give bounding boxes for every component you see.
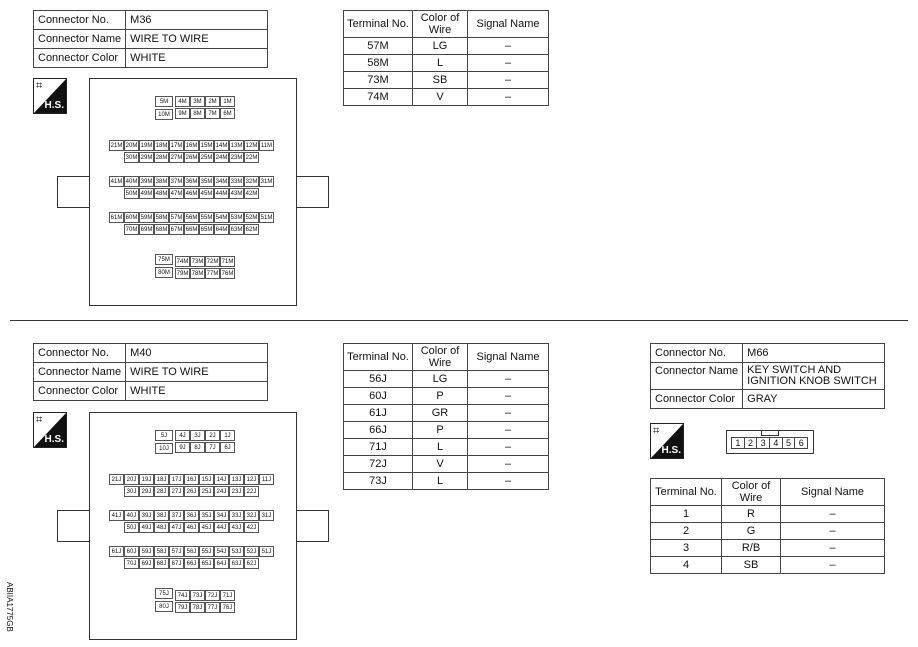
connector-name-label: Connector Name — [34, 363, 126, 382]
pin-cell: 33M — [229, 176, 244, 187]
pin-cell: 60J — [124, 546, 139, 557]
pin-cell: 20J — [124, 474, 139, 485]
pin-cell: 9M — [175, 108, 190, 119]
pin-cell: 65M — [199, 224, 214, 235]
pin-cell: 51M — [259, 212, 274, 223]
connector-no-value: M66 — [743, 344, 885, 363]
pin-cell: 28M — [154, 152, 169, 163]
pin-cell: 37J — [169, 510, 184, 521]
pin-cell: 72M — [205, 256, 220, 267]
terminal-no-cell: 3 — [651, 540, 722, 557]
connector-no-label: Connector No. — [651, 344, 743, 363]
table-row — [344, 89, 549, 106]
pin-cell: 3 — [756, 437, 770, 449]
terminal-no-cell: 73J — [344, 473, 413, 490]
pin-cell: 9J — [175, 442, 190, 453]
pin-cell: 59M — [139, 212, 154, 223]
pin-cell: 79J — [175, 602, 190, 613]
pin-cell: 30J — [124, 486, 139, 497]
pin-cell: 1 — [731, 437, 745, 449]
pin-cell: 73M — [190, 256, 205, 267]
terminal-table-m66 — [650, 478, 885, 574]
pin-cell: 41J — [109, 510, 124, 521]
signal-name-cell: – — [468, 439, 549, 456]
pin-cell: 48M — [154, 188, 169, 199]
wire-color-cell: L — [413, 473, 468, 490]
connector-no-label: Connector No. — [34, 11, 126, 30]
col-signal-name: Signal Name — [468, 344, 549, 371]
harness-icon: ⌗ — [653, 425, 660, 437]
signal-name-cell: – — [781, 506, 885, 523]
wire-color-cell: LG — [413, 38, 468, 55]
pin-cell: 55J — [199, 546, 214, 557]
connector-color-label: Connector Color — [34, 382, 126, 401]
pin-cell: 66M — [184, 224, 199, 235]
wire-color-cell: P — [413, 388, 468, 405]
table-row — [651, 540, 885, 557]
pin-cell: 61J — [109, 546, 124, 557]
connector-color-label: Connector Color — [651, 390, 743, 409]
pin-cell: 31J — [259, 510, 274, 521]
pin-cell: 47M — [169, 188, 184, 199]
signal-name-cell: – — [468, 72, 549, 89]
pin-cell: 3M — [190, 96, 205, 107]
pin-cell: 36J — [184, 510, 199, 521]
pin-cell: 33J — [229, 510, 244, 521]
pin-cell: 34J — [214, 510, 229, 521]
signal-name-cell: – — [468, 388, 549, 405]
pin-cell: 20M — [124, 140, 139, 151]
pin-cell: 10M — [155, 109, 173, 120]
connector-face-m40 — [57, 412, 327, 638]
pin-cell: 41M — [109, 176, 124, 187]
terminal-no-cell: 58M — [344, 55, 413, 72]
table-row — [651, 523, 885, 540]
hs-label: H.S. — [661, 445, 681, 456]
pin-cell: 60M — [124, 212, 139, 223]
connector-info-m40 — [33, 343, 268, 401]
pin-cell: 64J — [214, 558, 229, 569]
pin-cell: 44J — [214, 522, 229, 533]
wire-color-cell: G — [722, 523, 781, 540]
pin-cell: 29J — [139, 486, 154, 497]
pin-cell: 47J — [169, 522, 184, 533]
connector-name-label: Connector Name — [651, 363, 743, 390]
pin-cell: 10J — [155, 443, 173, 454]
pin-cell: 52J — [244, 546, 259, 557]
pin-cell: 53J — [229, 546, 244, 557]
table-row — [344, 55, 549, 72]
pin-cell: 22M — [244, 152, 259, 163]
pin-cell: 27M — [169, 152, 184, 163]
pin-cell: 56M — [184, 212, 199, 223]
pin-cell: 69J — [139, 558, 154, 569]
table-row — [344, 371, 549, 388]
pin-cell: 19M — [139, 140, 154, 151]
pin-cell: 44M — [214, 188, 229, 199]
wire-color-cell: SB — [722, 557, 781, 574]
connector-no-label: Connector No. — [34, 344, 126, 363]
pin-cell: 36M — [184, 176, 199, 187]
pin-cell: 15M — [199, 140, 214, 151]
pin-cell: 51J — [259, 546, 274, 557]
pin-cell: 26M — [184, 152, 199, 163]
pin-cell: 68M — [154, 224, 169, 235]
pin-cell: 16M — [184, 140, 199, 151]
pin-cell: 56J — [184, 546, 199, 557]
signal-name-cell: – — [468, 371, 549, 388]
col-color-of-wire: Color of Wire — [413, 11, 468, 38]
col-terminal-no: Terminal No. — [651, 479, 722, 506]
pin-cell: 11M — [259, 140, 274, 151]
pin-row — [732, 437, 808, 449]
pin-cell: 17M — [169, 140, 184, 151]
col-signal-name: Signal Name — [468, 11, 549, 38]
connector-name-value: WIRE TO WIRE — [126, 30, 268, 49]
pin-cell: 52M — [244, 212, 259, 223]
pin-cell: 2J — [205, 430, 220, 441]
pin-cell: 38J — [154, 510, 169, 521]
pin-cell: 64M — [214, 224, 229, 235]
pin-cell: 75J — [155, 588, 173, 599]
pin-cell: 5 — [782, 437, 796, 449]
signal-name-cell: – — [781, 523, 885, 540]
col-signal-name: Signal Name — [781, 479, 885, 506]
harness-icon: ⌗ — [36, 80, 43, 92]
connector-info-m66 — [650, 343, 885, 409]
pin-cell: 65J — [199, 558, 214, 569]
signal-name-cell: – — [468, 55, 549, 72]
pin-cell: 14M — [214, 140, 229, 151]
connector-info-m36 — [33, 10, 268, 68]
terminal-no-cell: 60J — [344, 388, 413, 405]
figure-code: ABIIA1775GB — [5, 582, 14, 632]
connector-no-value: M40 — [126, 344, 268, 363]
pin-cell: 70J — [124, 558, 139, 569]
pin-cell: 15J — [199, 474, 214, 485]
pin-cell: 58J — [154, 546, 169, 557]
pin-cell: 18M — [154, 140, 169, 151]
connector-name-value: WIRE TO WIRE — [126, 363, 268, 382]
pin-cell: 12J — [244, 474, 259, 485]
col-color-of-wire: Color of Wire — [722, 479, 781, 506]
pin-cell: 63J — [229, 558, 244, 569]
table-row — [344, 439, 549, 456]
pin-cell: 42M — [244, 188, 259, 199]
pin-cell: 49J — [139, 522, 154, 533]
pin-cell: 68J — [154, 558, 169, 569]
pin-cell: 28J — [154, 486, 169, 497]
pin-cell: 31M — [259, 176, 274, 187]
pin-cell: 49M — [139, 188, 154, 199]
pin-cell: 6M — [220, 108, 235, 119]
signal-name-cell: – — [781, 557, 885, 574]
pin-cell: 25M — [199, 152, 214, 163]
pin-cell: 32J — [244, 510, 259, 521]
pin-cell: 59J — [139, 546, 154, 557]
pin-cell: 61M — [109, 212, 124, 223]
pin-cell: 78M — [190, 268, 205, 279]
wire-color-cell: R — [722, 506, 781, 523]
pin-cell: 17J — [169, 474, 184, 485]
pin-cell: 29M — [139, 152, 154, 163]
pin-cell: 32M — [244, 176, 259, 187]
pin-cell: 40M — [124, 176, 139, 187]
connector-face-m36 — [57, 78, 327, 304]
pin-cell: 23M — [229, 152, 244, 163]
pin-cell: 43M — [229, 188, 244, 199]
connector-color-value: GRAY — [743, 390, 885, 409]
col-color-of-wire: Color of Wire — [413, 344, 468, 371]
connector-face-m66 — [726, 430, 814, 454]
pin-cell: 42J — [244, 522, 259, 533]
pin-cell: 24J — [214, 486, 229, 497]
table-row — [344, 405, 549, 422]
pin-cell: 79M — [175, 268, 190, 279]
wire-color-cell: GR — [413, 405, 468, 422]
pin-cell: 77M — [205, 268, 220, 279]
section-divider — [10, 320, 908, 321]
connector-name-value: KEY SWITCH AND IGNITION KNOB SWITCH — [743, 363, 885, 390]
terminal-no-cell: 57M — [344, 38, 413, 55]
pin-cell: 34M — [214, 176, 229, 187]
pin-cell: 46M — [184, 188, 199, 199]
hs-label: H.S. — [44, 100, 64, 111]
pin-cell: 35M — [199, 176, 214, 187]
pin-cell: 46J — [184, 522, 199, 533]
pin-cell: 8M — [190, 108, 205, 119]
table-row — [344, 456, 549, 473]
pin-cell: 74J — [175, 590, 190, 601]
terminal-no-cell: 73M — [344, 72, 413, 89]
wire-color-cell: V — [413, 89, 468, 106]
signal-name-cell: – — [468, 422, 549, 439]
pin-cell: 21J — [109, 474, 124, 485]
pin-cell: 76M — [220, 268, 235, 279]
pin-cell: 62M — [244, 224, 259, 235]
pin-cell: 48J — [154, 522, 169, 533]
pin-cell: 22J — [244, 486, 259, 497]
pin-cell: 7J — [205, 442, 220, 453]
pin-cell: 8J — [190, 442, 205, 453]
pin-cell: 45M — [199, 188, 214, 199]
pin-cell: 18J — [154, 474, 169, 485]
pin-cell: 38M — [154, 176, 169, 187]
col-terminal-no: Terminal No. — [344, 11, 413, 38]
pin-cell: 78J — [190, 602, 205, 613]
table-row — [344, 422, 549, 439]
table-row — [651, 557, 885, 574]
table-row — [651, 506, 885, 523]
pin-cell: 37M — [169, 176, 184, 187]
pin-cell: 73J — [190, 590, 205, 601]
hs-label: H.S. — [44, 434, 64, 445]
pin-cell: 39J — [139, 510, 154, 521]
pin-cell: 72J — [205, 590, 220, 601]
pin-cell: 4M — [175, 96, 190, 107]
pin-cell: 27J — [169, 486, 184, 497]
pin-cell: 2 — [744, 437, 758, 449]
pin-cell: 57M — [169, 212, 184, 223]
pin-cell: 67J — [169, 558, 184, 569]
connector-no-value: M36 — [126, 11, 268, 30]
pin-cell: 19J — [139, 474, 154, 485]
connector-color-value: WHITE — [126, 382, 268, 401]
col-terminal-no: Terminal No. — [344, 344, 413, 371]
pin-cell: 71J — [220, 590, 235, 601]
pin-cell: 4J — [175, 430, 190, 441]
pin-cell: 26J — [184, 486, 199, 497]
terminal-no-cell: 1 — [651, 506, 722, 523]
pin-cell: 6 — [794, 437, 808, 449]
harness-icon: ⌗ — [36, 414, 43, 426]
pin-cell: 21M — [109, 140, 124, 151]
pin-cell: 71M — [220, 256, 235, 267]
terminal-no-cell: 66J — [344, 422, 413, 439]
pin-cell: 77J — [205, 602, 220, 613]
pin-cell: 58M — [154, 212, 169, 223]
pin-cell: 24M — [214, 152, 229, 163]
connector-name-label: Connector Name — [34, 30, 126, 49]
pin-cell: 30M — [124, 152, 139, 163]
pin-cell: 66J — [184, 558, 199, 569]
pin-cell: 80J — [155, 601, 173, 612]
pin-cell: 1M — [220, 96, 235, 107]
wire-color-cell: L — [413, 55, 468, 72]
pin-cell: 13M — [229, 140, 244, 151]
pin-cell: 16J — [184, 474, 199, 485]
connector-latch — [761, 430, 779, 436]
terminal-no-cell: 56J — [344, 371, 413, 388]
pin-cell: 2M — [205, 96, 220, 107]
pin-cell: 40J — [124, 510, 139, 521]
connector-color-label: Connector Color — [34, 49, 126, 68]
pin-cell: 25J — [199, 486, 214, 497]
signal-name-cell: – — [468, 89, 549, 106]
terminal-no-cell: 4 — [651, 557, 722, 574]
pin-cell: 76J — [220, 602, 235, 613]
signal-name-cell: – — [468, 405, 549, 422]
signal-name-cell: – — [781, 540, 885, 557]
terminal-no-cell: 71J — [344, 439, 413, 456]
terminal-no-cell: 2 — [651, 523, 722, 540]
pin-cell: 74M — [175, 256, 190, 267]
pin-cell: 80M — [155, 267, 173, 278]
connector-color-value: WHITE — [126, 49, 268, 68]
signal-name-cell: – — [468, 456, 549, 473]
terminal-table-m36 — [343, 10, 549, 106]
table-row — [344, 473, 549, 490]
wire-color-cell: LG — [413, 371, 468, 388]
wire-color-cell: SB — [413, 72, 468, 89]
signal-name-cell: – — [468, 38, 549, 55]
pin-cell: 54M — [214, 212, 229, 223]
pin-cell: 12M — [244, 140, 259, 151]
wire-color-cell: P — [413, 422, 468, 439]
pin-cell: 4 — [769, 437, 783, 449]
pin-cell: 50J — [124, 522, 139, 533]
pin-cell: 75M — [155, 254, 173, 265]
pin-cell: 57J — [169, 546, 184, 557]
terminal-table-m40 — [343, 343, 549, 490]
pin-cell: 70M — [124, 224, 139, 235]
signal-name-cell: – — [468, 473, 549, 490]
pin-cell: 63M — [229, 224, 244, 235]
pin-cell: 67M — [169, 224, 184, 235]
pin-cell: 1J — [220, 430, 235, 441]
pin-cell: 53M — [229, 212, 244, 223]
pin-cell: 5J — [155, 430, 173, 441]
pin-cell: 7M — [205, 108, 220, 119]
pin-cell: 13J — [229, 474, 244, 485]
pin-cell: 43J — [229, 522, 244, 533]
hs-badge-icon — [650, 423, 684, 459]
pin-cell: 14J — [214, 474, 229, 485]
table-row — [344, 38, 549, 55]
pin-cell: 3J — [190, 430, 205, 441]
pin-cell: 6J — [220, 442, 235, 453]
pin-cell: 39M — [139, 176, 154, 187]
pin-cell: 54J — [214, 546, 229, 557]
table-row — [344, 72, 549, 89]
terminal-no-cell: 72J — [344, 456, 413, 473]
wire-color-cell: V — [413, 456, 468, 473]
wire-color-cell: R/B — [722, 540, 781, 557]
terminal-no-cell: 61J — [344, 405, 413, 422]
pin-cell: 23J — [229, 486, 244, 497]
pin-cell: 50M — [124, 188, 139, 199]
table-row — [344, 388, 549, 405]
terminal-no-cell: 74M — [344, 89, 413, 106]
pin-cell: 5M — [155, 96, 173, 107]
pin-cell: 11J — [259, 474, 274, 485]
pin-cell: 45J — [199, 522, 214, 533]
wire-color-cell: L — [413, 439, 468, 456]
pin-cell: 35J — [199, 510, 214, 521]
pin-cell: 69M — [139, 224, 154, 235]
pin-cell: 62J — [244, 558, 259, 569]
pin-cell: 55M — [199, 212, 214, 223]
